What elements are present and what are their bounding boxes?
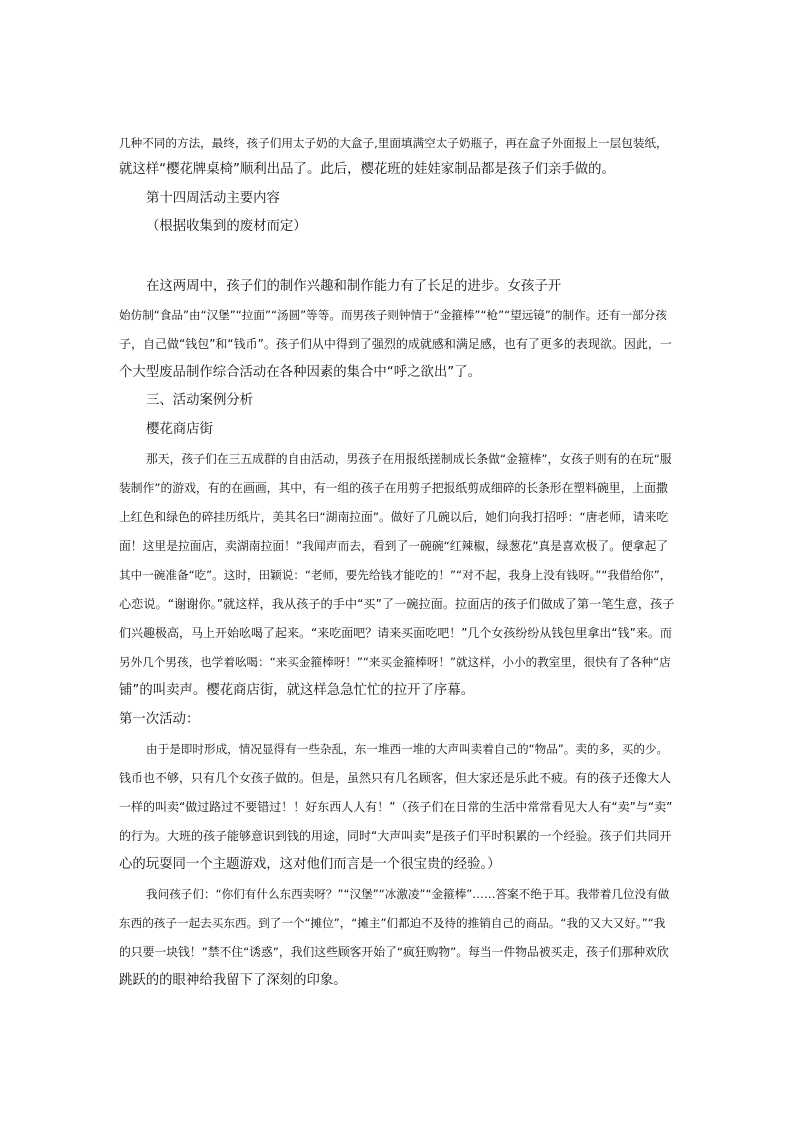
paragraph-line: 装制作”的游戏，有的在画画，其中，有一组的孩子在用剪子把报纸剪成细碎的长条形在塑料碗里，上面撒 bbox=[119, 481, 668, 495]
paragraph-line: 另外几个男孩，也学着吆喝：“来买金箍棒呀！”“来买金箍棒呀！”就这样，小小的教室里，很快有了各种“店 bbox=[119, 655, 671, 669]
paragraph-line: 其中一碗准备“吃”。这时，田颖说：“老师，要先给钱才能吃的！”“对不起，我身上没有钱呀。”“我借给你”， bbox=[119, 568, 672, 582]
paragraph-line: 就这样“樱花牌桌椅”顺利出品了。此后，樱花班的娃娃家制品都是孩子们亲手做的。 bbox=[119, 162, 615, 177]
paragraph-line: 子，自己做“钱包”和“钱币”。孩子们从中得到了强烈的成就感和满足感，也有了更多的表现欲。因此，一 bbox=[119, 337, 672, 351]
paragraph-line: 心恋说。“谢谢你。”就这样，我从孩子的手中“买”了一碗拉面。拉面店的孩子们做成了第一笔生意，孩子 bbox=[119, 597, 675, 611]
paragraph-line: 铺”的叫卖声。樱花商店街，就这样急急忙忙的拉开了序幕。 bbox=[119, 683, 475, 698]
paragraph-line: 个大型废品制作综合活动在各种因素的集合中“呼之欲出”了。 bbox=[119, 365, 482, 380]
paragraph-line: 始仿制“食品”由“汉堡”“拉面”“汤圆”等等。而男孩子则钟情于“金箍棒”“枪”“望远镜”的制作。还有一部分孩 bbox=[119, 308, 667, 322]
paragraph-line: 由于是即时形成，情况显得有一些杂乱，东一堆西一堆的大声叫卖着自己的“物品”。卖的多，买的少。 bbox=[146, 742, 669, 756]
section-heading: 三、活动案例分析 bbox=[146, 393, 254, 408]
paragraph-line: 上红色和绿色的碎挂历纸片，美其名曰“湖南拉面”。做好了几碗以后，她们向我打招呼：“唐老师，请来吃 bbox=[119, 510, 669, 524]
paragraph-line: 东西的孩子一起去买东西。到了一个“摊位”，“摊主”们都迫不及待的推销自己的商品。“我的又大又好。”“我 bbox=[119, 916, 666, 930]
paragraph-line: 那天，孩子们在三五成群的自由活动，男孩子在用报纸搓制成长条做“金箍棒”，女孩子则有的在玩“服 bbox=[146, 452, 672, 466]
paragraph-line: 钱币也不够，只有几个女孩子做的。但是，虽然只有几名顾客，但大家还是乐此不疲。有的孩子还像大人 bbox=[119, 771, 672, 785]
paragraph-line: 我问孩子们：“你们有什么东西卖呀？”“汉堡”“冰激凌”“金箍棒”……答案不绝于耳。我带着几位没有做 bbox=[146, 887, 670, 901]
paragraph-line: 跳跃的的眼神给我留下了深刻的印象。 bbox=[119, 973, 347, 988]
document-page bbox=[119, 0, 674, 1122]
section-note: （根据收集到的废材而定） bbox=[146, 219, 307, 234]
paragraph-line: 面！这里是拉面店，卖湖南拉面！”我闻声而去，看到了一碗碗“红辣椒，绿葱花”真是喜欢极了。便拿起了 bbox=[119, 539, 669, 553]
paragraph-line: 在这两周中，孩子们的制作兴趣和制作能力有了长足的进步。女孩子开 bbox=[146, 279, 562, 294]
paragraph-line: 几种不同的方法，最终，孩子们用太子奶的大盒子,里面填满空太子奶瓶子，再在盒子外面报上一层包装纸， bbox=[119, 136, 668, 150]
case-title: 樱花商店街 bbox=[146, 422, 213, 437]
paragraph-line: 的只要一块钱！”禁不住“诱惑”，我们这些顾客开始了“疯狂购物”。每当一件物品被买走，孩子们那种欢欣 bbox=[119, 945, 669, 959]
subsection-heading: 第一次活动： bbox=[119, 712, 200, 727]
section-heading: 第十四周活动主要内容 bbox=[146, 191, 280, 206]
paragraph-line: 的行为。大班的孩子能够意识到钱的用途，同时“大声叫卖”是孩子们平时积累的一个经验。孩子们共同开 bbox=[119, 829, 672, 843]
paragraph-line: 心的玩耍同一个主题游戏，这对他们而言是一个很宝贵的经验。） bbox=[119, 857, 501, 872]
paragraph-line: 们兴趣极高，马上开始吆喝了起来。“来吃面吧？请来买面吃吧！”几个女孩纷纷从钱包里拿出“钱”来。而 bbox=[119, 626, 672, 640]
paragraph-line: 一样的叫卖“做过路过不要错过！！好东西人人有！”（孩子们在日常的生活中常常看见大人有“卖”与“卖” bbox=[119, 800, 673, 814]
